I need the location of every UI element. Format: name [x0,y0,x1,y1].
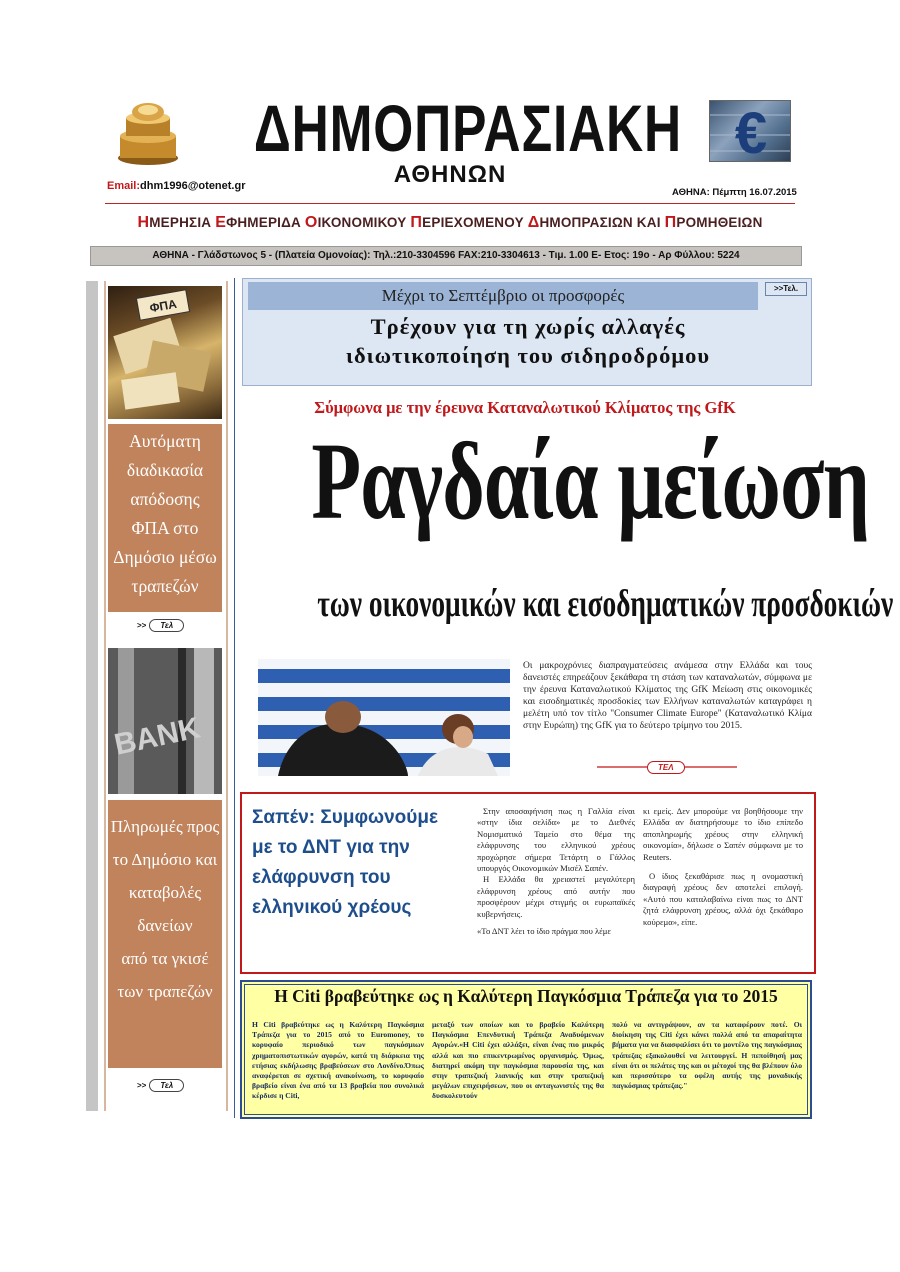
top-story-more-link[interactable]: >>Τελ. [765,282,807,296]
paragraph: Στην αποσαφήνιση πως η Γαλλία είναι «στην ίδια σελίδα» με το Διεθνές Νομισματικό Ταμείο στο θέμα της ελάφρυνσης του ελληνικού χρέους προχώρησε σήμερα Τετάρτη ο Γάλλος υπουργός Οικονομικών Μισέλ Σαπέν. [477,806,635,874]
greek-flag-couple-photo[interactable] [258,659,510,776]
bank-building-image[interactable] [108,648,222,794]
subtitle-word: ΗΜΕΡΗΣΙΑ [137,214,212,231]
more-label: Τελ [149,1079,184,1092]
headline-line: ελληνικού χρέους [252,897,412,918]
euro-symbol-image [709,100,791,162]
more-label: ΤΕΛ [647,761,685,774]
sidebar-story-line: καταβολές [128,883,202,902]
subtitle-word: ΠΡΟΜΗΘΕΙΩΝ [664,214,763,231]
citi-story-column-1: Η Citi βραβεύτηκε ως η Καλύτερη Παγκόσμια Τράπεζα για το 2015 από το Euromoney, το κορυφαίο περιοδικό των παγκόσμιων χρηματοπιστωτικών αγορών, κατά τη διάρκεια της ετήσιας εκδήλωσης βραβεύσεων στο Λονδίνο.Όπως αναφέρεται σε σχετική ανακοίνωση, το κορυφαίο βραβείο είναι ένα από τα 13 βραβεία που συνολικά κέρδισε η Citi, [252,1020,424,1101]
masthead-divider [105,203,795,204]
sidebar-more-button-1[interactable] [137,615,184,633]
sidebar-story-line: ΦΠΑ στο [131,518,199,538]
sidebar-more-button-2[interactable] [137,1075,184,1093]
paragraph: Η Ελλάδα θα χρειαστεί μεγαλύτερη ελάφρυνση χρέους από αυτήν που προσφέρουν μέχρι στιγμής οι ευρωπαϊκές κυβερνήσεις. [477,874,635,919]
email-label: Email: [107,180,141,192]
main-story-kicker: Σύμφωνα με την έρευνα Καταναλωτικού Κλίματος της GfK [314,398,736,417]
sapen-story-headline[interactable] [252,803,467,923]
sidebar-story-line: των τραπεζών [117,982,213,1001]
masthead-city: ΑΘΗΝΩΝ [393,161,507,188]
paragraph: κι εμείς. Δεν μπορούμε να βοηθήσουμε την Ελλάδα αν διατηρήσουμε το ίδιο επίπεδο αποπληρωμής χρέους στην ελληνική οικονομία», δήλωσε ο Σαπέν σύμφωνα με το Reuters. [643,806,803,862]
paragraph: «Το ΔΝΤ λέει το ίδιο πράγμα που λέμε [477,926,611,937]
main-story-lead: Οι μακροχρόνιες διαπραγματεύσεις ανάμεσα στην Ελλάδα και τους δανειστές επηρεάζουν ξεκάθαρα τη στάση των καταναλωτών, σύμφωνα με την έρευνα Καταναλωτικού Κλίματος της GfK Μείωση στις οικονομικές και εισοδηματικές προσδοκίες των Ελλήνων καταναλωτών καταγράφει η μελέτη υπό τον τίτλο "Consumer Climate Europe" (Καταναλωτικό Κλίμα στην Ευρώπη) της GfK για το δεύτερο τρίμηνο του 2015. [523,661,812,731]
sidebar-story-line: Αυτόματη [129,431,201,451]
sidebar-gray-rule [86,281,98,1111]
sidebar-story-line: διαδικασία [126,460,204,480]
more-arrow-icon: >> [137,1081,147,1090]
main-story-subheadline: των οικονομικών και εισοδηματικών προσδοκιών [317,583,894,625]
subtitle-word: ΕΦΗΜΕΡΙΔΑ [215,214,301,231]
column-divider [234,278,235,1118]
sidebar-story-line: δανείων [137,916,193,935]
subtitle-word: ΟΙΚΟΝΟΜΙΚΟΥ [304,214,407,231]
coins-logo-image [112,100,184,166]
subtitle-word: ΔΗΜΟΠΡΑΣΙΩΝ ΚΑΙ [527,214,661,231]
citi-story-column-2: μεταξύ των οποίων και το βραβείο Καλύτερη Παγκόσμια Επενδυτική Τράπεζα Αναδυόμενων Αγορών.«Η Citi έχει αλλάξει, είναι ένας πιο μικρός αλλά και πιο επικεντρωμένος οργανισμός. Όμως, διατηρεί ακόμη την παγκόσμια παρουσία της, και στην τραπεζική λιανικής και στην τραπεζική μεγάλων επιχειρήσεων, που οι ανταγωνιστές της θα δυσκολευτούν [432,1020,604,1101]
masthead-title: ΔΗΜΟΠΡΑΣΙΑΚΗ [253,91,682,165]
sidebar-story-line: Δημόσιο μέσω [113,547,217,567]
more-label: Τελ [149,619,184,632]
sidebar-story-vat[interactable] [108,424,222,612]
top-story-kicker: Μέχρι το Σεπτέμβριο οι προσφορές [248,282,758,310]
paragraph: Ο ίδιος ξεκαθάρισε πως η ονομαστική διαγραφή χρέους δεν αποτελεί επιλογή. «Αυτό που καταλαβαίνω είναι πως το ΔΝΤ ζητά ελάφρυνση χρέους, αλλά όχι ξεκάθαρο κούρεμα», είπε. [643,871,803,927]
sidebar-story-line: Πληρωμές προς [110,817,220,836]
citi-story-column-3: πολύ να αντιγράψουν, αν τα καταφέρουν ποτέ. Οι διοίκηση της Citi έχει κάνει πολλά από τα απαραίτητα βήματα για να διασφαλίσει ότι το μοντέλο της παγκόσμιας τράπεζας εξακολουθεί να λειτουργεί. Η πεποίθησή μας είναι ότι οι πελάτες της και οι μέτοχοί της θα βλέπουν όλο και περισσότερο τα οφέλη αυτής της μοναδικής παγκόσμιας τράπεζας." [612,1020,802,1091]
edition-date: ΑΘΗΝΑ: Πέμπτη 16.07.2015 [672,187,797,198]
vat-receipts-image[interactable] [108,286,222,419]
main-story-headline[interactable]: Ραγδαία μείωση [311,420,870,542]
headline-line-2: ιδιωτικοποίηση του σιδηροδρόμου [345,343,711,368]
email-line[interactable] [107,180,246,192]
bank-sign-text: BANK [111,711,204,762]
headline-line: ελάφρυνση του [252,867,391,888]
subtitle-word: ΠΕΡΙΕΧΟΜΕΝΟΥ [410,214,524,231]
sidebar-story-line: τραπεζών [131,576,199,596]
sidebar-story-line: το Δημόσιο και [112,850,218,869]
sapen-story-column-1 [477,806,635,937]
top-story-headline[interactable] [248,312,808,370]
main-story-more-link[interactable] [597,760,737,774]
citi-story-headline[interactable]: Η Citi βραβεύτηκε ως η Καλύτερη Παγκόσμια Τράπεζα για το 2015 [274,986,778,1006]
headline-line: Σαπέν: Συμφωνούμε [252,807,438,828]
more-arrow-icon: >> [137,621,147,630]
sidebar-story-payments[interactable] [108,800,222,1068]
headline-line: με το ΔΝΤ για την [252,837,410,858]
euro-icon: € [734,101,768,162]
info-bar: ΑΘΗΝΑ - Γλάδστωνος 5 - (Πλατεία Ομονοίας): Τηλ.:210-3304596 FAX:210-3304613 - Τιμ. 1.00 Ε- Ετος: 19ο - Αρ Φύλλου: 5224 [90,246,802,266]
sapen-story-column-2 [643,806,803,928]
sidebar-story-line: από τα γκισέ [121,949,209,968]
masthead-subtitle [110,214,790,232]
sidebar-story-line: απόδοσης [130,489,200,509]
headline-line-1: Τρέχουν για τη χωρίς αλλαγές [370,314,686,339]
vat-sign-text: ΦΠΑ [148,296,178,316]
email-address[interactable]: dhm1996@otenet.gr [140,180,246,192]
